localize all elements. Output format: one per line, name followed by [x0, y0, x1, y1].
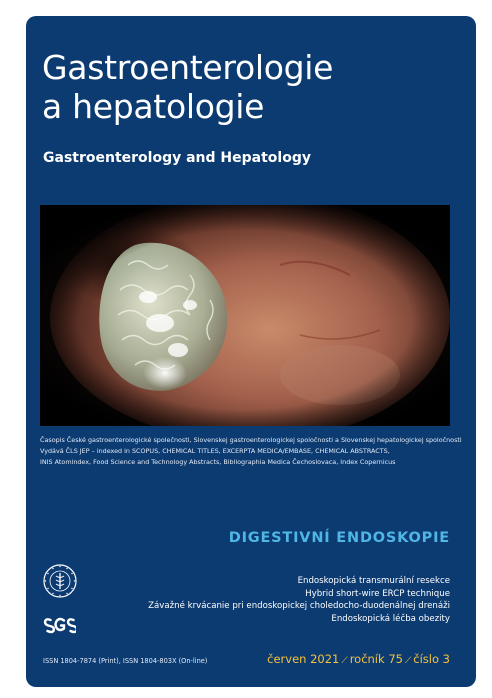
topics-list [148, 575, 450, 625]
topic-item: Endoskopická transmurální resekce [297, 576, 450, 586]
issue-number: číslo 3 [413, 652, 450, 666]
indexing-line-1: Časopis České gastroenterologické společnosti, Slovenskej gastroenterologickej spoločnosti a Slovenskej hepatologickej spoločnosti [40, 436, 462, 444]
indexing-line-3: INIS Atomindex, Food Science and Technology Abstracts, Bibliographia Medica Čechoslovaca, Index Copernicus [40, 458, 396, 467]
section-title: DIGESTIVNÍ ENDOSKOPIE [228, 530, 450, 546]
journal-title-line1: Gastroenterologie [42, 48, 334, 87]
sgs-logo-icon [42, 615, 76, 639]
indexing-statement [40, 435, 465, 469]
issue-date: červen 2021 [267, 652, 340, 666]
indexing-line-2: Vydává ČLS JEP – indexed in SCOPUS, CHEMICAL TITLES, EXCERPTA MEDICA/EMBASE, CHEMICAL ABSTRACTS, [40, 447, 390, 456]
journal-title-line2: a hepatologie [42, 87, 265, 126]
endoscopy-image [40, 205, 450, 426]
issn-text: ISSN 1804-7874 (Print), ISSN 1804-803X (On-line) [43, 657, 208, 665]
topic-item: Hybrid short-wire ERCP technique [305, 588, 450, 599]
separator-icon: ⟋ [341, 656, 348, 666]
journal-title [42, 48, 333, 126]
journal-cover [26, 16, 476, 687]
topic-item: Endoskopická léčba obezity [331, 613, 450, 624]
issue-volume: ročník 75 [349, 652, 403, 666]
issue-info [267, 652, 450, 666]
topic-item: Závažné krvácanie pri endoskopickej choledocho-duodenálnej drenáži [148, 601, 450, 612]
society-seal-icon [43, 564, 77, 602]
journal-subtitle: Gastroenterology and Hepatology [43, 150, 311, 166]
separator-icon: ⟋ [404, 656, 412, 666]
